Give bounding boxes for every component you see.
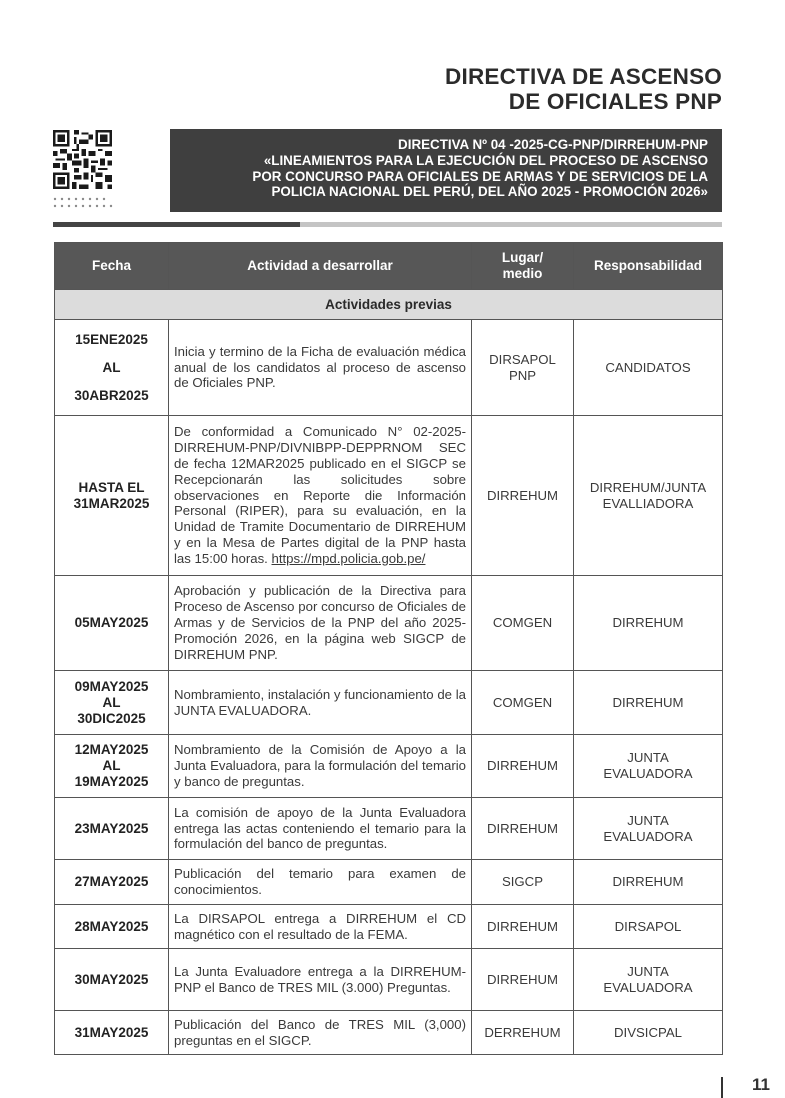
- row-date: [55, 1011, 169, 1055]
- table-row: [55, 949, 723, 1011]
- row-activity: La DIRSAPOL entrega a DIRREHUM el CD magnético con el resultado de la FEMA.: [169, 905, 472, 949]
- date-line: 31MAY2025: [74, 1024, 149, 1040]
- directive-line: POR CONCURSO PARA OFICIALES DE ARMAS Y DE SERVICIOS DE LA: [252, 168, 708, 184]
- row-responsibility: [574, 320, 723, 416]
- resp-line: DIRSAPOL: [614, 918, 682, 934]
- row-responsibility: [574, 576, 723, 671]
- row-date: [55, 576, 169, 671]
- resp-line: EVALUADORA: [603, 766, 693, 781]
- table-row: [55, 671, 723, 735]
- place-line: DIRREHUM: [486, 971, 559, 987]
- divider-light: [300, 222, 722, 227]
- row-date: [55, 949, 169, 1011]
- row-place: [472, 860, 574, 905]
- row-place: [472, 320, 574, 416]
- table-row: [55, 860, 723, 905]
- date-line: 30MAY2025: [74, 971, 149, 987]
- row-place: [472, 671, 574, 735]
- directive-banner: [170, 129, 722, 212]
- row-responsibility: [574, 905, 723, 949]
- row-activity: [169, 416, 472, 576]
- page-title-line-1: DIRECTIVA DE ASCENSO: [445, 64, 722, 89]
- row-date: [55, 416, 169, 576]
- resp-line: EVALUADORA: [603, 828, 693, 844]
- row-activity: Aprobación y publicación de la Directiva para Proceso de Ascenso por concurso de Oficiales de Armas y de Servicios de la PNP del año 2025-Promoción 2026, en la página web SIGCP de DIRREHUM PNP.: [169, 576, 472, 671]
- page-title: [445, 64, 722, 114]
- directive-line: DIRECTIVA Nº 04 -2025-CG-PNP/DIRREHUM-PNP: [398, 137, 708, 152]
- resp-line: JUNTA: [627, 963, 669, 979]
- activity-text: De conformidad a Comunicado N° 02-2025-DIRREHUM-PNP/DIVNIBPP-DEPPRNOM SEC de fecha 12MAR2025 publicado en el SIGCP se Recepcionarán las solicitudes sobre observaciones en Reporte die Información Personal (RIPER), para su evaluación, en la Unidad de Tramite Documentario de DIRREHUM y en la Mesa de Partes digital de la PNP hasta las 15:00 horas.: [174, 423, 466, 567]
- date-line: 30ABR2025: [74, 387, 149, 403]
- row-place: [472, 576, 574, 671]
- section-row: [55, 290, 723, 320]
- mesa-de-partes-link[interactable]: https://mpd.policia.gob.pe/: [271, 551, 426, 567]
- place-line: SIGCP: [501, 874, 544, 889]
- row-place: [472, 949, 574, 1011]
- date-line: 30DIC2025: [77, 710, 146, 726]
- row-place: [472, 416, 574, 576]
- column-header-activity: Actividad a desarrollar: [169, 243, 472, 290]
- section-title: Actividades previas: [55, 290, 723, 320]
- table-row: [55, 905, 723, 949]
- column-header-place: [472, 243, 574, 290]
- row-date: [55, 735, 169, 798]
- row-responsibility: [574, 1011, 723, 1055]
- directive-line: POLICIA NACIONAL DEL PERÚ, DEL AÑO 2025 - PROMOCIÓN 2026»: [271, 184, 708, 200]
- page-title-line-2: DE OFICIALES PNP: [508, 89, 722, 114]
- date-line: 23MAY2025: [74, 820, 149, 836]
- place-line: DIRREHUM: [486, 758, 559, 773]
- divider-dark: [53, 222, 300, 227]
- place-line: DIRREHUM: [486, 918, 559, 934]
- resp-line: DIRREHUM: [612, 615, 684, 630]
- column-header-place-line: Lugar/: [501, 250, 544, 265]
- table-row: [55, 1011, 723, 1055]
- resp-line: DIVSICPAL: [614, 1024, 682, 1040]
- date-line: 19MAY2025: [74, 774, 149, 789]
- resp-line: DIRREHUM: [612, 694, 684, 710]
- place-line: PNP: [508, 367, 537, 383]
- table-row: [55, 320, 723, 416]
- date-line: 31MAR2025: [73, 495, 150, 511]
- date-line: 12MAY2025: [74, 742, 149, 757]
- row-activity: Nombramiento de la Comisión de Apoyo a la Junta Evaluadora, para la formulación del temario y banco de preguntas.: [169, 735, 472, 798]
- place-line: DIRREHUM: [486, 487, 559, 503]
- resp-line: JUNTA: [627, 812, 669, 828]
- row-date: [55, 860, 169, 905]
- place-line: COMGEN: [492, 694, 553, 710]
- date-line: 05MAY2025: [74, 615, 149, 630]
- date-line: HASTA EL: [78, 479, 145, 495]
- table-row: [55, 798, 723, 860]
- row-activity: Publicación del Banco de TRES MIL (3,000) preguntas en el SIGCP.: [169, 1011, 472, 1055]
- row-activity: Inicia y termino de la Ficha de evaluación médica anual de los candidatos al proceso de ascenso de Oficiales PNP.: [169, 320, 472, 416]
- resp-line: CANDIDATOS: [605, 359, 691, 375]
- column-header-responsibility: Responsabilidad: [574, 243, 723, 290]
- place-line: DIRSAPOL: [489, 351, 556, 367]
- resp-line: EVALUADORA: [603, 979, 693, 995]
- place-line: DIRREHUM: [486, 820, 559, 836]
- row-responsibility: [574, 671, 723, 735]
- date-line: AL: [102, 758, 121, 773]
- row-date: [55, 905, 169, 949]
- resp-line: EVALLIADORA: [602, 495, 694, 511]
- table-row: [55, 576, 723, 671]
- column-header-date: Fecha: [55, 243, 169, 290]
- row-place: [472, 1011, 574, 1055]
- row-place: [472, 905, 574, 949]
- date-line: AL: [102, 359, 121, 375]
- table-row: [55, 735, 723, 798]
- schedule-table: [54, 242, 723, 1055]
- table-row: [55, 416, 723, 576]
- row-responsibility: [574, 860, 723, 905]
- row-activity: La comisión de apoyo de la Junta Evaluadora entrega las actas conteniendo el temario para la formulación del banco de preguntas.: [169, 798, 472, 860]
- qr-code-icon[interactable]: [53, 130, 112, 189]
- resp-line: JUNTA: [627, 750, 669, 765]
- date-line: 27MAY2025: [74, 874, 149, 889]
- row-date: [55, 320, 169, 416]
- directive-line: «LINEAMIENTOS PARA LA EJECUCIÓN DEL PROCESO DE ASCENSO: [263, 152, 708, 168]
- page-number: 11: [752, 1075, 770, 1094]
- row-responsibility: [574, 798, 723, 860]
- date-line: 09MAY2025: [74, 678, 149, 694]
- row-date: [55, 798, 169, 860]
- row-place: [472, 735, 574, 798]
- row-activity: Publicación del temario para examen de conocimientos.: [169, 860, 472, 905]
- resp-line: DIRREHUM: [612, 874, 684, 889]
- resp-line: DIRREHUM/JUNTA: [589, 479, 707, 495]
- row-place: [472, 798, 574, 860]
- place-line: COMGEN: [492, 615, 553, 630]
- decorative-dots-icon: [53, 196, 115, 208]
- row-responsibility: [574, 416, 723, 576]
- date-line: 28MAY2025: [74, 918, 149, 934]
- row-responsibility: [574, 949, 723, 1011]
- row-activity: La Junta Evaluadore entrega a la DIRREHUM-PNP el Banco de TRES MIL (3.000) Preguntas.: [169, 949, 472, 1011]
- row-date: [55, 671, 169, 735]
- date-line: 15ENE2025: [75, 331, 148, 347]
- place-line: DERREHUM: [484, 1024, 561, 1040]
- page-number-separator: [721, 1077, 723, 1098]
- date-line: AL: [102, 694, 121, 710]
- row-responsibility: [574, 735, 723, 798]
- table-header-row: [55, 243, 723, 290]
- column-header-place-line: medio: [502, 266, 543, 281]
- row-activity: Nombramiento, instalación y funcionamiento de la JUNTA EVALUADORA.: [169, 671, 472, 735]
